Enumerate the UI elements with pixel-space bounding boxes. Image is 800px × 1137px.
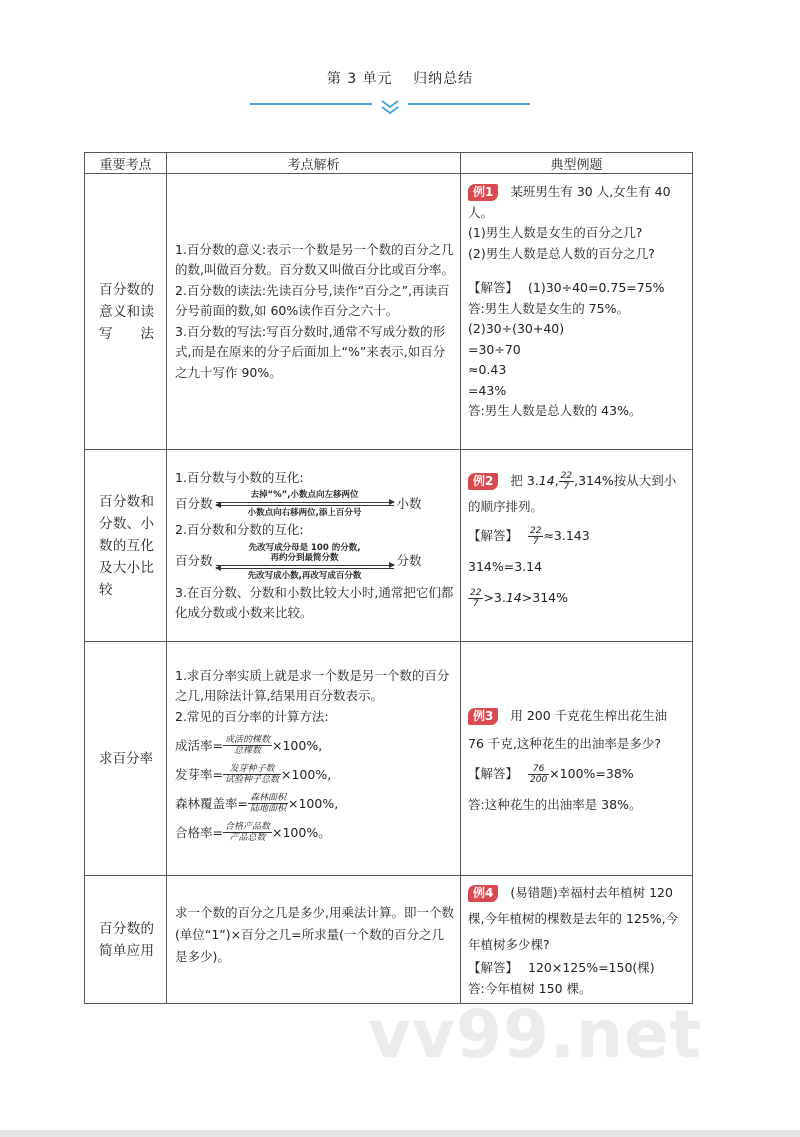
rate-formula [175, 764, 454, 785]
analysis-paragraph: 2.百分数和分数的互化: [175, 522, 304, 537]
example-badge: 例1 [468, 184, 498, 201]
fraction-numerator: 76 [528, 764, 549, 775]
percent-fraction-conversion [175, 543, 454, 581]
right-arrow-icon [216, 502, 394, 503]
answer-tag: 【解答】 [468, 960, 519, 975]
table-row [85, 450, 693, 642]
analysis-paragraph: 1.求百分率实质上就是求一个数是另一个数的百分之几,用除法计算,结果用百分数表示。 [175, 667, 450, 704]
conversion-top-label: 再约分到最简分数 [270, 552, 339, 563]
left-arrow-icon [216, 568, 394, 569]
answer-line: 答:这种花生的出油率是 38%。 [468, 796, 642, 812]
right-arrow-icon [216, 565, 394, 566]
example-cell: 例2 把 3.14, $\frac{22}{7}$ ,314%按从大到小的顺序排列。 【解答】 $\frac{22}{7}$ ≈3.143 314%=3.14 $\frac{22}{7}$ >3.14>314% [461, 450, 693, 642]
conversion-right: 分数 [396, 553, 422, 569]
answer-line: >314% [521, 589, 568, 605]
fraction-numerator: 森林面积 [249, 793, 286, 804]
topic-cell: 百分数和分数、小数的互化及大小比较 [85, 450, 167, 642]
fraction [223, 764, 281, 785]
answer-line: =30÷70 [468, 341, 521, 357]
answer-tag: 【解答】 [468, 280, 519, 295]
analysis-paragraph: 求一个数的百分之几是多少,用乘法计算。即一个数(单位“1”)×百分之几=所求量(一个数的百分之几是多少)。 [175, 905, 454, 964]
example-question: ,314%按从大到小的顺序排列。 [468, 473, 677, 514]
fraction-denominator: 产品总数 [229, 833, 266, 844]
answer-line: 答:男生人数是总人数的 43%。 [468, 403, 642, 418]
example-question: 把 3. [510, 473, 539, 488]
rate-formula [175, 793, 454, 814]
fraction [468, 588, 483, 609]
analysis-cell [167, 642, 461, 876]
header-analysis: 考点解析 [167, 153, 461, 174]
fraction [223, 822, 272, 843]
answer-line: 314%=3.14 [468, 559, 543, 574]
answer-line: >3. [483, 589, 506, 605]
header-key-point: 重要考点 [85, 153, 167, 174]
conversion-bottom-label: 先改写成小数,再改写成百分数 [247, 570, 362, 581]
rate-tail: ×100%, [288, 795, 339, 811]
answer-tag: 【解答】 [468, 528, 519, 543]
fraction [223, 735, 272, 756]
answer-line: (1)30÷40=0.75=75% [528, 280, 665, 295]
analysis-cell [167, 174, 461, 450]
rate-tail: ×100%, [281, 766, 332, 782]
percent-decimal-conversion [175, 490, 454, 518]
answer-tag: 【解答】 [468, 765, 519, 781]
conversion-left: 百分数 [175, 553, 213, 569]
example-question: 某班男生有 30 人,女生有 40 人。 [468, 184, 671, 220]
analysis-paragraph: 3.百分数的写法:写百分数时,通常不写成分数的形式,而是在原来的分子后面加上“%”来表示,如百分之九十写作 90%。 [175, 323, 446, 380]
watermark: vv99.net [368, 996, 703, 1073]
fraction [528, 764, 549, 785]
answer-line: ≈0.43 [468, 362, 507, 377]
page-title: 第 3 单元 归纳总结 [326, 71, 474, 87]
fraction-numerator: 22 [560, 471, 573, 481]
topic-cell: 百分数的意义和读写法 [85, 174, 167, 450]
conversion-top-label: 去掉“%”,小数点向左移两位 [250, 490, 359, 500]
rate-formula [175, 735, 454, 756]
fraction-denominator: 7 [532, 537, 539, 547]
rate-name: 合格率= [175, 824, 223, 840]
analysis-cell [167, 450, 461, 642]
fraction-denominator: 总棵数 [233, 746, 261, 757]
fraction-denominator: 试验种子总数 [224, 775, 279, 786]
rate-name: 森林覆盖率= [175, 795, 248, 811]
fraction-numerator: 22 [470, 587, 482, 598]
conversion-left: 百分数 [175, 495, 213, 511]
table-row [85, 174, 693, 450]
topic-cell: 求百分率 [85, 642, 167, 876]
answer-line: ×100%=38% [549, 765, 634, 781]
example-badge: 例3 [468, 708, 498, 725]
analysis-paragraph: 3.在百分数、分数和小数比较大小时,通常把它们都化成分数或小数来比较。 [175, 584, 454, 620]
analysis-paragraph: 1.百分数的意义:表示一个数是另一个数的百分之几的数,叫做百分数。百分数又叫做百分比或百分率。 [175, 241, 454, 278]
fraction-numerator: 22 [530, 526, 542, 536]
fraction [528, 526, 543, 547]
topic-cell: 百分数的简单应用 [85, 876, 167, 1004]
repeating-digits: 14 [505, 589, 522, 605]
fraction-denominator: 200 [530, 774, 548, 785]
analysis-paragraph: 1.百分数与小数的互化: [175, 469, 304, 485]
page-bottom-bar [0, 1130, 800, 1137]
fraction [559, 471, 574, 492]
example-cell [461, 876, 693, 1004]
left-arrow-icon [216, 505, 394, 506]
fraction-denominator: 7 [472, 598, 479, 609]
rate-formula [175, 822, 454, 843]
example-question: (易错题)幸福村去年植树 120 棵,今年植树的棵数是去年的 125%,今年植树多少棵? [468, 885, 679, 952]
example-subquestion: (1)男生人数是女生的百分之几? [468, 225, 643, 240]
table-row [85, 642, 693, 876]
answer-line: =43% [468, 382, 507, 398]
example-badge: 例4 [468, 885, 498, 902]
conversion-top-label: 先改写成分母是 100 的分数, [248, 542, 361, 553]
fraction-numerator: 合格产品数 [224, 822, 270, 833]
rate-name: 成活率= [175, 737, 223, 753]
fraction-denominator: 7 [563, 482, 570, 492]
example-cell [461, 174, 693, 450]
example-question: 用 200 千克花生榨出花生油 76 千克,这种花生的出油率是多少? [468, 707, 668, 751]
fraction-numerator: 发芽种子数 [223, 764, 281, 775]
rate-tail: ×100%。 [272, 824, 331, 840]
analysis-paragraph: 2.百分数的读法:先读百分号,读作“百分之”,再读百分号前面的数,如 60%读作百分之六十。 [175, 282, 450, 319]
example-subquestion: (2)男生人数是总人数的百分之几? [468, 245, 655, 261]
conversion-bottom-label: 小数点向右移两位,添上百分号 [247, 508, 362, 518]
analysis-paragraph: 2.常见的百分率的计算方法: [175, 708, 329, 724]
answer-line: 答:男生人数是女生的 75%。 [468, 300, 629, 316]
conversion-right: 小数 [396, 495, 422, 511]
rate-tail: ×100%, [272, 737, 323, 753]
title-divider [250, 96, 530, 120]
header-example: 典型例题 [461, 153, 693, 174]
fraction-numerator: 成活的棵数 [224, 735, 270, 746]
repeating-digits: 14 [538, 473, 555, 488]
answer-line: ≈3.143 [543, 528, 590, 543]
table-header-row [85, 153, 693, 174]
example-cell [461, 642, 693, 876]
fraction [248, 793, 288, 814]
summary-table [84, 152, 693, 1004]
table-row [85, 876, 693, 1004]
analysis-cell [167, 876, 461, 1004]
example-badge: 例2 [468, 473, 498, 490]
rate-name: 发芽率= [175, 766, 223, 782]
answer-line: (2)30÷(30+40) [468, 321, 565, 336]
answer-line: 答:今年植树 150 棵。 [468, 980, 592, 996]
fraction-denominator: 陆地面积 [249, 804, 286, 815]
answer-line: 120×125%=150(棵) [528, 960, 655, 975]
